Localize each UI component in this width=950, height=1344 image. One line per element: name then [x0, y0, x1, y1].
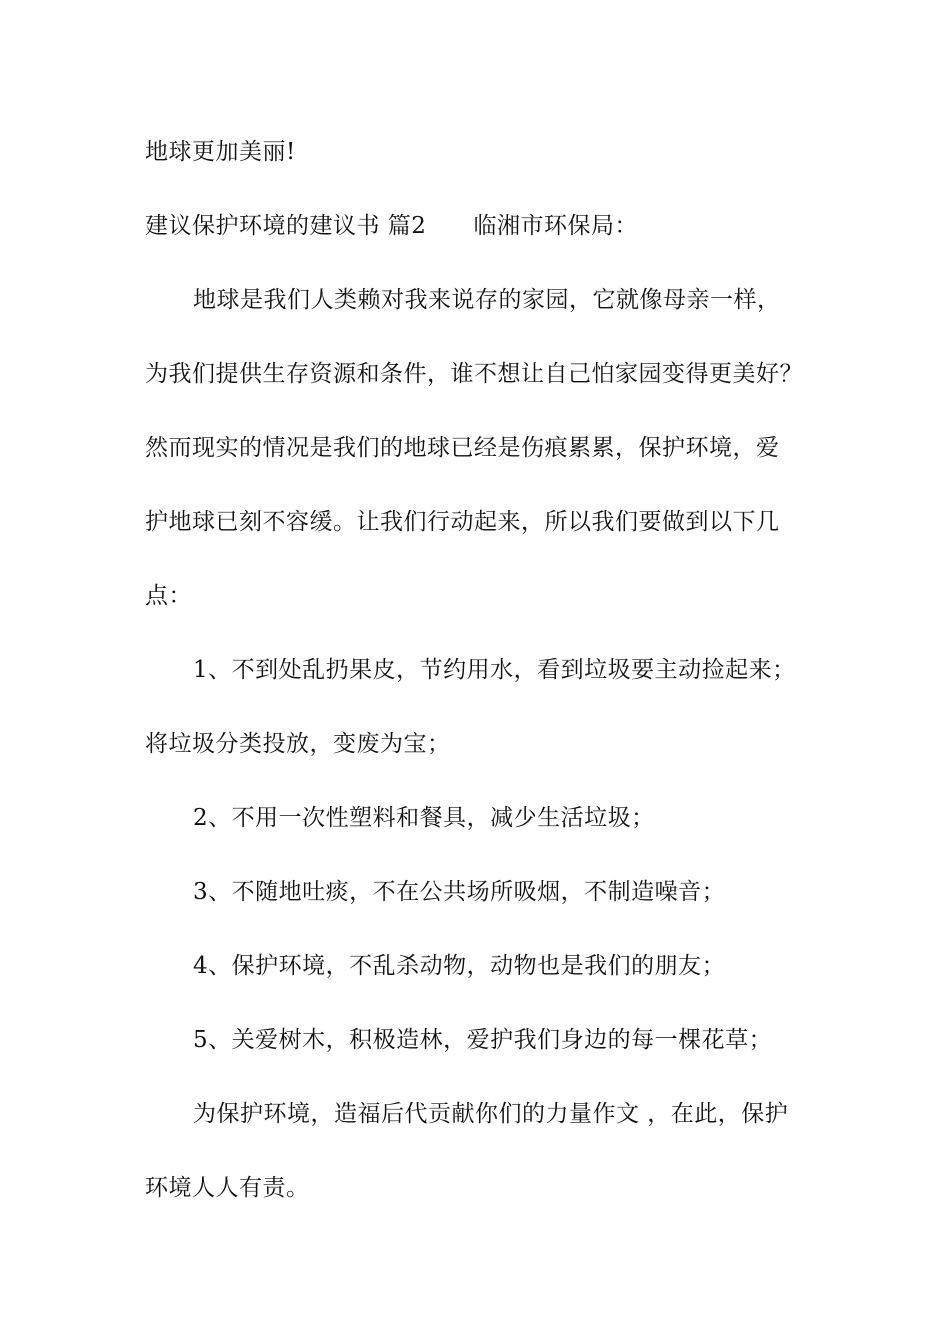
- paragraph-line: 然而现实的情况是我们的地球已经是伤痕累累，保护环境，爱: [145, 435, 780, 461]
- paragraph-line: 护地球已刻不容缓。让我们行动起来，所以我们要做到以下几: [145, 509, 780, 535]
- paragraph-line: 环境人人有责。: [145, 1175, 310, 1201]
- paragraph-line: 地球是我们人类赖对我来说存的家园，它就像母亲一样，: [193, 287, 781, 313]
- text-line-closing: 地球更加美丽!: [145, 139, 296, 165]
- list-item-2: 2、不用一次性塑料和餐具，减少生活垃圾；: [193, 805, 655, 831]
- list-item-3: 3、不随地吐痰，不在公共场所吸烟，不制造噪音；: [193, 879, 726, 905]
- section-heading: 建议保护环境的建议书 篇2 临湘市环保局：: [145, 213, 638, 239]
- list-item-4: 4、保护环境，不乱杀动物，动物也是我们的朋友；: [193, 953, 726, 979]
- list-item-1: 1、不到处乱扔果皮，节约用水，看到垃圾要主动捡起来；: [193, 657, 796, 683]
- paragraph-line: 为保护环境，造福后代贡献你们的力量作文 ，在此，保护: [193, 1101, 789, 1127]
- list-item-5: 5、关爱树木，积极造林，爱护我们身边的每一棵花草；: [193, 1027, 773, 1053]
- paragraph-line: 点：: [145, 583, 192, 609]
- list-item-1-continuation: 将垃圾分类投放，变废为宝；: [145, 731, 451, 757]
- paragraph-line: 为我们提供生存资源和条件，谁不想让自己怕家园变得更美好？: [145, 361, 803, 387]
